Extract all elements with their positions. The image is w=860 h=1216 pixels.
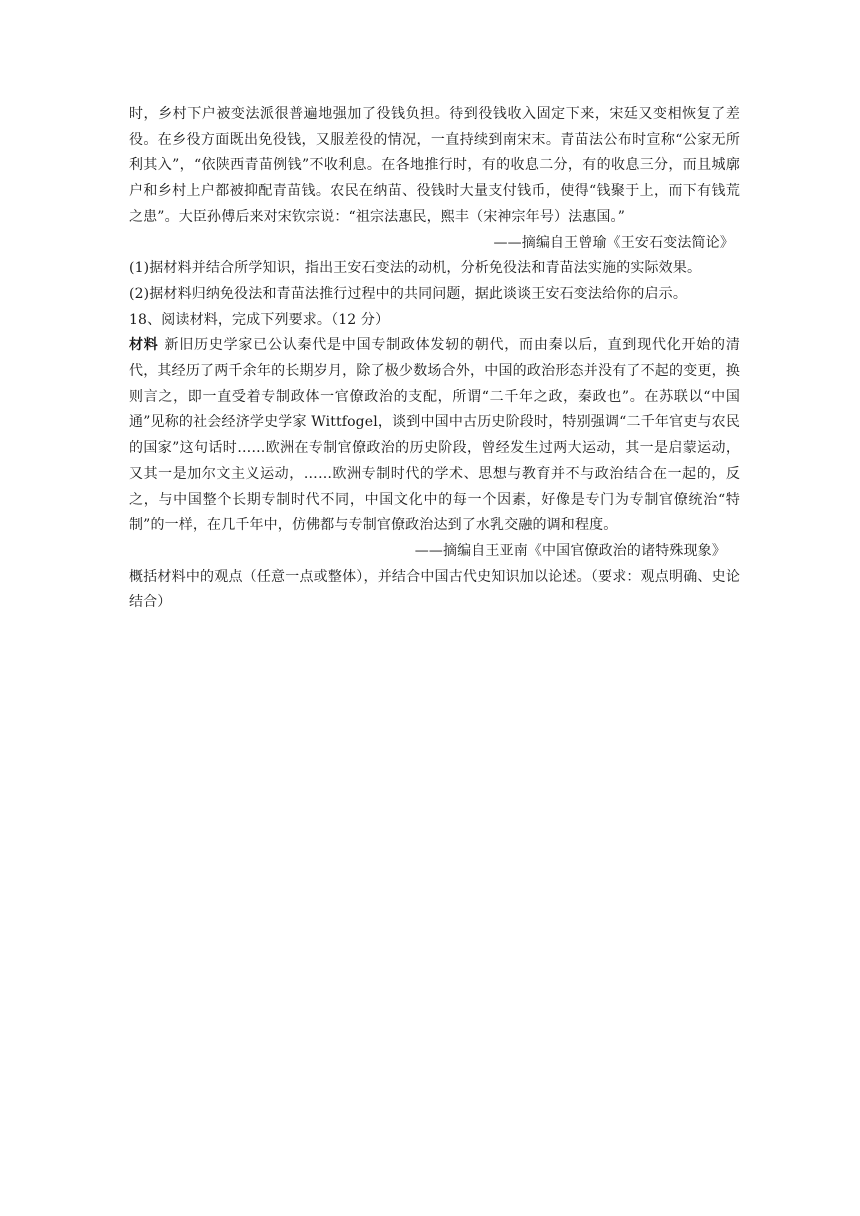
material-2-label: 材料 — [129, 337, 159, 354]
question-18-title: 18、阅读材料，完成下列要求。（12 分） — [129, 311, 390, 328]
material-2-source: ——摘编自王亚南《中国官僚政治的诸特殊现象》 — [414, 542, 726, 559]
document-page — [129, 102, 740, 616]
question-17-part-1: (1)据材料并结合所学知识，指出王安石变法的动机，分析免役法和青苗法实施的实际效果。 — [129, 260, 702, 277]
question-18-task: 概括材料中的观点（任意一点或整体），并结合中国古代史知识加以论述。（要求：观点明确、史论结合） — [129, 568, 740, 611]
material-2-text: 新旧历史学家已公认秦代是中国专制政体发轫的朝代，而由秦以后，直到现代化开始的清代，其经历了两千余年的长期岁月，除了极少数场合外，中国的政治形态并没有了不起的变更，换则言之，即一直受着专制政体一官僚政治的支配，所谓“二千年之政，秦政也”。在苏联以“中国通”见称的社会经济学史学家 Wittfogel，谈到中国中古历史阶段时，特别强调“二千年官吏与农民的国家”这句话时……欧洲在专制官僚政治的历史阶段，曾经发生过两大运动，其一是启蒙运动，又其一是加尔文主义运动，……欧洲专制时代的学术、思想与教育并不与政治结合在一起的，反之，与中国整个长期专制时代不同，中国文化中的每一个因素，好像是专门为专制官僚统治“特制”的一样，在几千年中，仿佛都与专制官僚政治达到了水乳交融的调和程度。 — [129, 337, 740, 534]
question-17-part-2: (2)据材料归纳免役法和青苗法推行过程中的共同问题，据此谈谈王安石变法给你的启示。 — [129, 285, 687, 302]
material-2-paragraph — [129, 333, 740, 539]
material-1-continued-paragraph: 时，乡村下户被变法派很普遍地强加了役钱负担。待到役钱收入固定下来，宋廷又变相恢复了差役。在乡役方面既出免役钱，又服差役的情况，一直持续到南宋末。青苗法公布时宣称“公家无所利其入”，“依陕西青苗例钱”不收利息。在各地推行时，有的收息二分，有的收息三分，而且城廓户和乡村上户都被抑配青苗钱。农民在纳苗、役钱时大量支付钱币，使得“钱聚于上，而下有钱荒之患”。大臣孙傅后来对宋钦宗说：“祖宗法惠民，熙丰（宋神宗年号）法惠国。” — [129, 106, 740, 225]
material-1-source: ——摘编自王曾瑜《王安石变法简论》 — [493, 234, 734, 251]
